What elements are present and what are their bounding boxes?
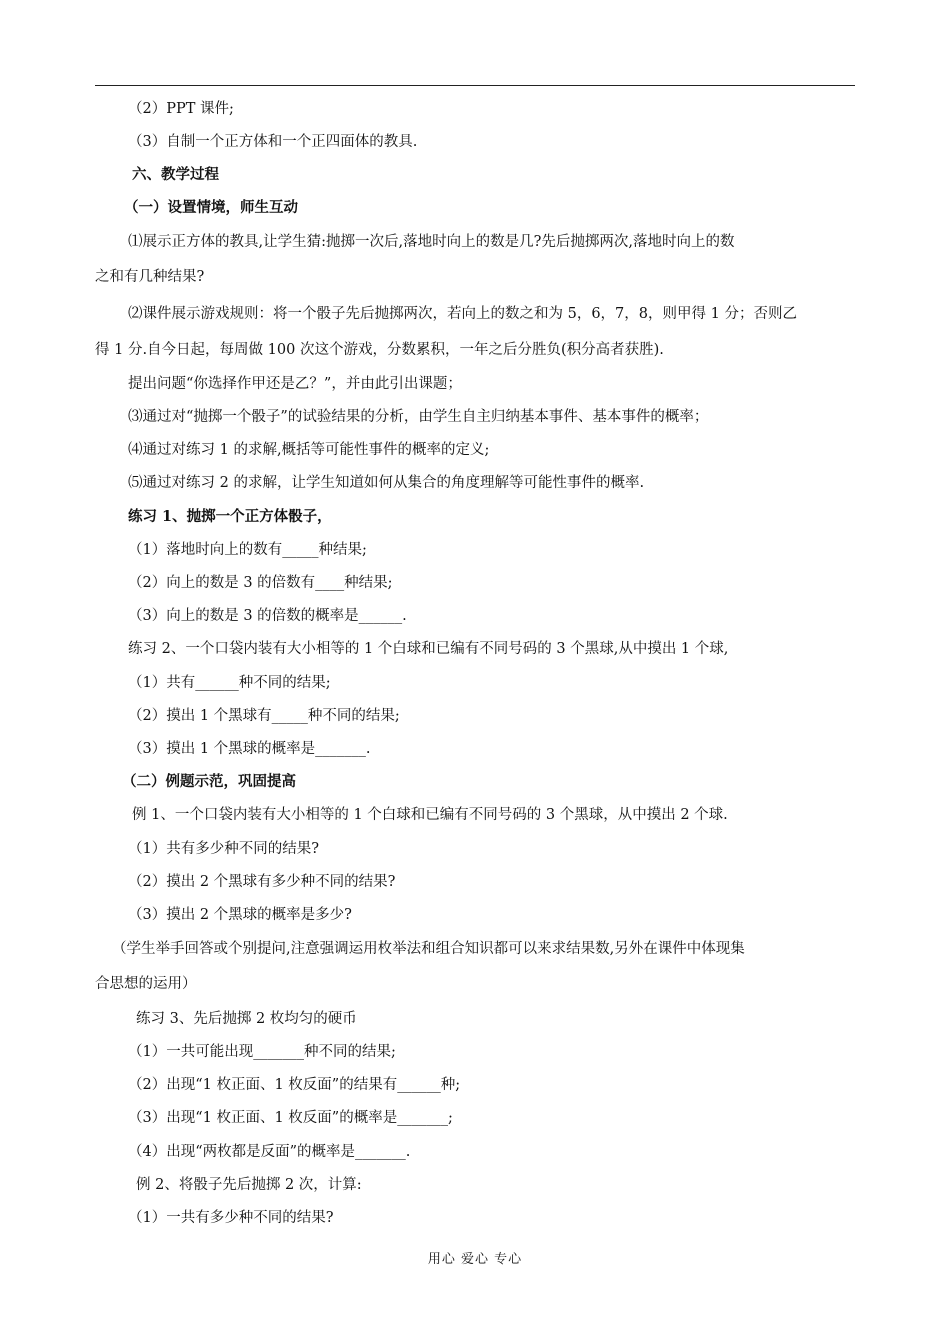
text-line: （2）向上的数是 3 的倍数有____种结果; bbox=[128, 575, 393, 591]
text-line: 得 1 分.自今日起，每周做 100 次这个游戏，分数累积，一年之后分胜负(积分高者获胜). bbox=[95, 342, 664, 358]
header-rule bbox=[95, 85, 855, 86]
exercise-heading: 练习 1、抛掷一个正方体骰子， bbox=[128, 508, 332, 525]
section-heading: 六、教学过程 bbox=[132, 166, 219, 183]
text-line: （2）出现“1 枚正面、1 枚反面”的结果有______种; bbox=[128, 1077, 461, 1093]
text-line: （1）一共有多少种不同的结果? bbox=[128, 1210, 334, 1226]
text-line: 合思想的运用） bbox=[95, 976, 197, 992]
text-line: （2）PPT 课件; bbox=[128, 101, 234, 117]
subsection-heading: （二）例题示范，巩固提高 bbox=[122, 773, 296, 790]
text-line: （1）落地时向上的数有_____种结果; bbox=[128, 542, 367, 558]
text-line: 提出问题“你选择作甲还是乙？”，并由此引出课题； bbox=[128, 376, 462, 392]
text-line: （学生举手回答或个别提问,注意强调运用枚举法和组合知识都可以来求结果数,另外在课件中体现集 bbox=[112, 941, 745, 957]
example-heading: 例 1、一个口袋内装有大小相等的 1 个白球和已编有不同号码的 3 个黑球，从中摸出 2 个球. bbox=[132, 807, 728, 823]
text-line: （1）一共可能出现_______种不同的结果; bbox=[128, 1044, 396, 1060]
text-line: ⑴展示正方体的教具,让学生猜:抛掷一次后,落地时向上的数是几?先后抛掷两次,落地时向上的数 bbox=[128, 234, 735, 250]
example-heading: 例 2、将骰子先后抛掷 2 次，计算: bbox=[136, 1177, 362, 1193]
text-line: （3）摸出 1 个黑球的概率是_______. bbox=[128, 741, 371, 757]
text-line: （4）出现“两枚都是反面”的概率是_______. bbox=[128, 1144, 411, 1160]
text-line: ⑷通过对练习 1 的求解,概括等可能性事件的概率的定义; bbox=[128, 442, 490, 458]
text-line: （1）共有多少种不同的结果? bbox=[128, 841, 319, 857]
text-line: ⑶通过对“抛掷一个骰子”的试验结果的分析，由学生自主归纳基本事件、基本事件的概率； bbox=[128, 409, 709, 425]
text-line: （3）向上的数是 3 的倍数的概率是______. bbox=[128, 608, 407, 624]
text-line: （3）出现“1 枚正面、1 枚反面”的概率是_______; bbox=[128, 1110, 453, 1126]
text-line: ⑸通过对练习 2 的求解，让学生知道如何从集合的角度理解等可能性事件的概率. bbox=[128, 475, 645, 491]
exercise-heading: 练习 2、一个口袋内装有大小相等的 1 个白球和已编有不同号码的 3 个黑球,从中摸出 1 个球, bbox=[128, 641, 729, 657]
text-line: （2）摸出 1 个黑球有_____种不同的结果; bbox=[128, 708, 400, 724]
text-line: 之和有几种结果? bbox=[95, 269, 205, 285]
page-footer: 用心 爱心 专心 bbox=[427, 1252, 523, 1267]
text-line: （2）摸出 2 个黑球有多少种不同的结果? bbox=[128, 874, 396, 890]
text-line: ⑵课件展示游戏规则：将一个骰子先后抛掷两次，若向上的数之和为 5，6，7，8，则甲得 1 分；否则乙 bbox=[128, 306, 797, 322]
text-line: （3）自制一个正方体和一个正四面体的教具. bbox=[128, 134, 418, 150]
exercise-heading: 练习 3、先后抛掷 2 枚均匀的硬币 bbox=[136, 1011, 357, 1027]
subsection-heading: （一）设置情境，师生互动 bbox=[124, 199, 298, 216]
text-line: （1）共有______种不同的结果; bbox=[128, 675, 331, 691]
text-line: （3）摸出 2 个黑球的概率是多少? bbox=[128, 907, 352, 923]
